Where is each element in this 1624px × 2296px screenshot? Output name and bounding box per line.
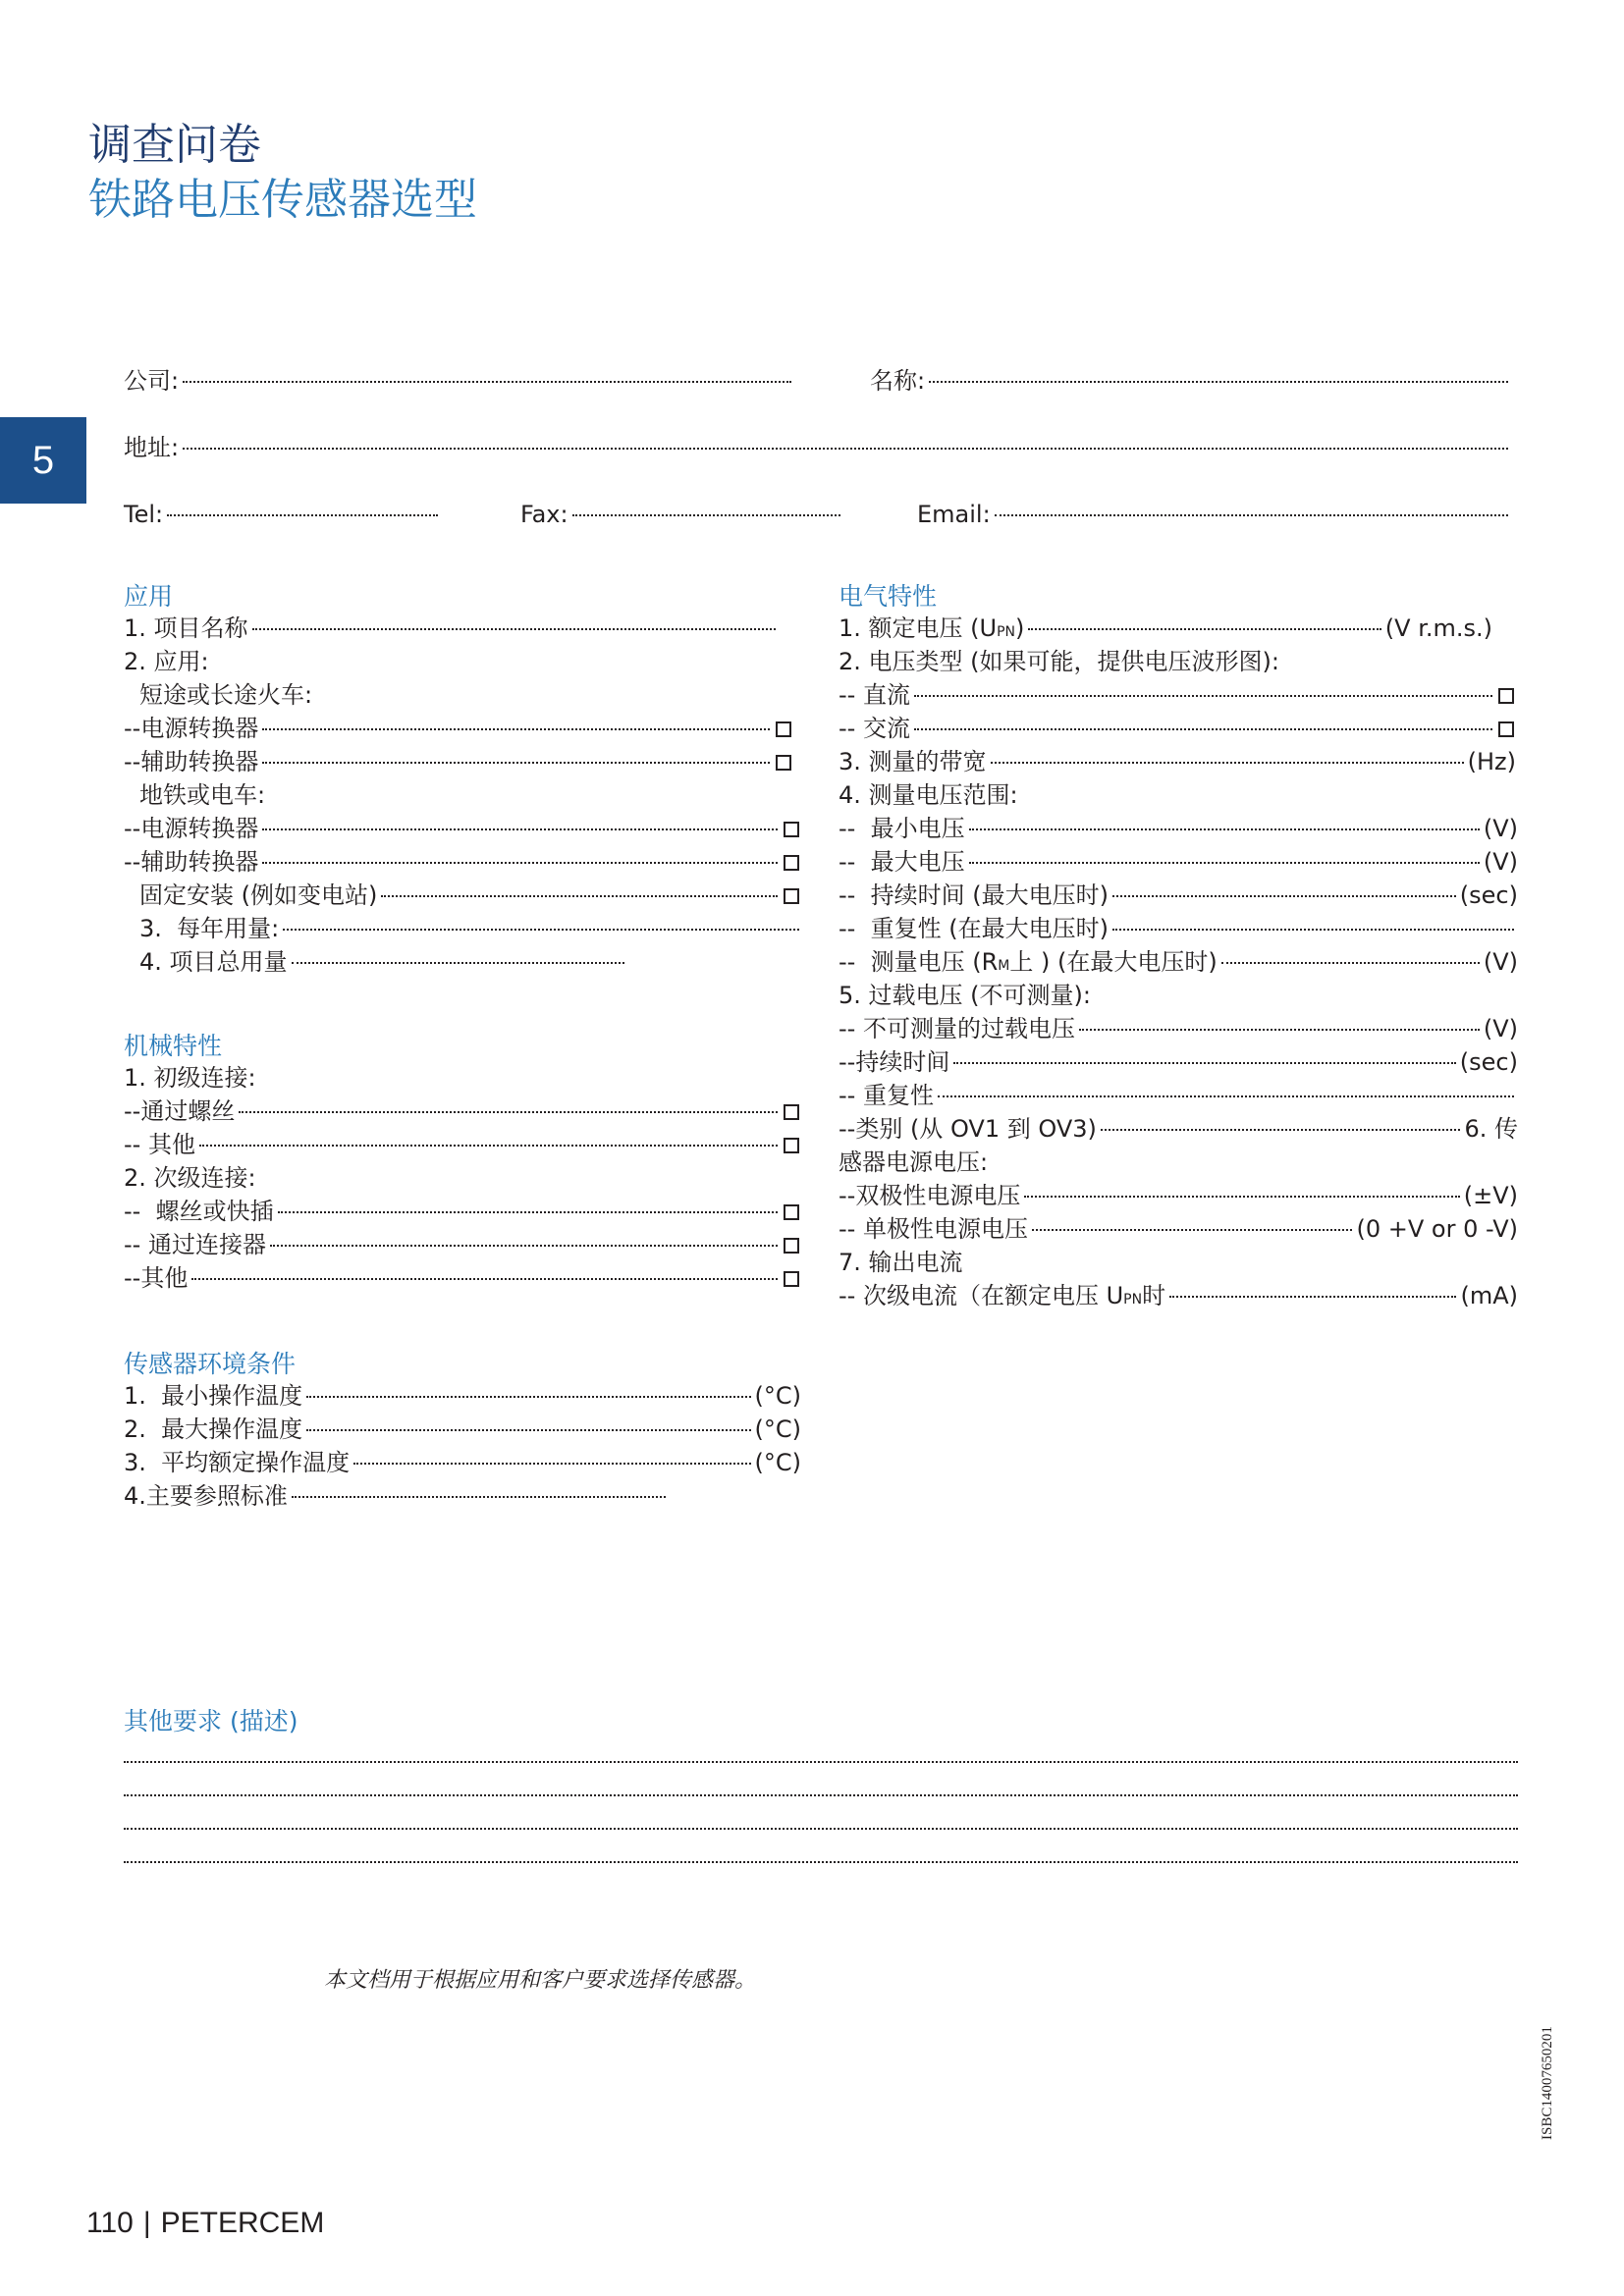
page-number: 110: [86, 2207, 134, 2239]
duration-field[interactable]: -- 持续时间 (最大电压时) (sec): [839, 881, 1518, 909]
checkbox[interactable]: [776, 721, 791, 737]
output-label: 7. 输出电流: [839, 1249, 963, 1276]
title-line2: 铁路电压传感器选型: [88, 175, 477, 225]
overload-repeat-field[interactable]: -- 重复性: [839, 1080, 1518, 1111]
checkbox[interactable]: [784, 1271, 799, 1287]
footnote: 本文档用于根据应用和客户要求选择传感器。: [324, 1968, 757, 1993]
checkbox[interactable]: [784, 1238, 799, 1254]
range-label: 4. 测量电压范围:: [839, 781, 1018, 809]
chapter-tab: 5: [0, 417, 86, 504]
unipolar-field[interactable]: -- 单极性电源电压 (0 +V or 0 -V): [839, 1215, 1518, 1243]
other-requirements-heading: 其他要求 (描述): [124, 1707, 298, 1735]
tel-field[interactable]: [124, 499, 442, 530]
footer-separator: |: [142, 2207, 151, 2239]
category-field[interactable]: --类别 (从 OV1 到 OV3) 6. 传: [839, 1115, 1518, 1143]
overload-label: 5. 过载电压 (不可测量):: [839, 982, 1091, 1009]
secondary-current-field[interactable]: -- 次级电流（在额定电压 U PN 时 (mA): [839, 1282, 1518, 1309]
supply-label: 感器电源电压:: [839, 1148, 989, 1176]
fax-label: Fax:: [520, 501, 568, 528]
tel-label: Tel:: [124, 501, 164, 528]
primary-label: 1. 初级连接:: [124, 1064, 256, 1092]
project-name-field[interactable]: 1. 项目名称: [124, 613, 780, 644]
annual-qty-field[interactable]: 3. 每年用量:: [139, 913, 803, 944]
train-power-option[interactable]: --电源转换器: [124, 713, 791, 744]
max-voltage-field[interactable]: -- 最大电压 (V): [839, 848, 1518, 876]
bandwidth-field[interactable]: 3. 测量的带宽 (Hz): [839, 748, 1516, 775]
checkbox[interactable]: [1498, 688, 1514, 704]
address-field[interactable]: [124, 432, 1512, 463]
description-line[interactable]: [124, 1826, 1518, 1830]
document-id: ISBC14007650201: [1540, 2026, 1555, 2140]
dc-option[interactable]: -- 直流: [839, 679, 1514, 711]
rated-voltage-field[interactable]: 1. 额定电压 (U PN ) (V r.m.s.): [839, 614, 1492, 642]
secondary-label: 2. 次级连接:: [124, 1164, 256, 1192]
metro-aux-option[interactable]: --辅助转换器: [124, 846, 799, 878]
application-label: 2. 应用:: [124, 648, 209, 675]
avg-temp-field[interactable]: 3. 平均额定操作温度 (°C): [124, 1449, 801, 1476]
company-field[interactable]: [124, 365, 795, 397]
screw-option[interactable]: --通过螺丝: [124, 1095, 799, 1127]
name-label: 名称:: [870, 367, 926, 395]
environment-heading: 传感器环境条件: [124, 1350, 297, 1378]
connector-option[interactable]: -- 通过连接器: [124, 1229, 799, 1260]
voltage-type-label: 2. 电压类型 (如果可能，提供电压波形图):: [839, 648, 1279, 675]
checkbox[interactable]: [784, 888, 799, 904]
description-line[interactable]: [124, 1759, 1518, 1763]
checkbox[interactable]: [784, 1138, 799, 1153]
ac-option[interactable]: -- 交流: [839, 713, 1514, 744]
title-line1: 调查问卷: [88, 120, 261, 170]
repeat-field[interactable]: -- 重复性 (在最大电压时): [839, 913, 1518, 944]
train-label: 短途或长途火车:: [139, 681, 313, 709]
email-field[interactable]: [917, 499, 1512, 530]
page-footer: [86, 2207, 324, 2240]
overload-duration-field[interactable]: --持续时间 (sec): [839, 1048, 1518, 1076]
company-label: 公司:: [124, 367, 180, 395]
min-temp-field[interactable]: 1. 最小操作温度 (°C): [124, 1382, 801, 1410]
brand-name: PETERCEM: [160, 2207, 325, 2239]
other1-option[interactable]: -- 其他: [124, 1129, 799, 1160]
standard-field[interactable]: 4.主要参照标准: [124, 1480, 670, 1512]
checkbox[interactable]: [784, 822, 799, 837]
email-label: Email:: [917, 501, 991, 528]
metro-power-option[interactable]: --电源转换器: [124, 813, 799, 844]
description-line[interactable]: [124, 1859, 1518, 1863]
other2-option[interactable]: --其他: [124, 1262, 799, 1294]
mechanical-heading: 机械特性: [124, 1032, 223, 1060]
measured-voltage-field[interactable]: -- 测量电压 (R M 上 ) (在最大电压时) (V): [839, 948, 1518, 976]
fax-field[interactable]: [520, 499, 844, 530]
train-aux-option[interactable]: --辅助转换器: [124, 746, 791, 777]
application-heading: 应用: [124, 582, 174, 611]
checkbox[interactable]: [784, 855, 799, 871]
metro-label: 地铁或电车:: [139, 781, 266, 809]
screw-fast-option[interactable]: -- 螺丝或快插: [124, 1196, 799, 1227]
non-measurable-field[interactable]: -- 不可测量的过载电压 (V): [839, 1015, 1518, 1042]
checkbox[interactable]: [776, 755, 791, 771]
address-label: 地址:: [124, 434, 180, 461]
total-qty-field[interactable]: 4. 项目总用量: [139, 946, 628, 978]
name-field[interactable]: [870, 365, 1512, 397]
checkbox[interactable]: [1498, 721, 1514, 737]
checkbox[interactable]: [784, 1104, 799, 1120]
bipolar-field[interactable]: --双极性电源电压 (±V): [839, 1182, 1518, 1209]
max-temp-field[interactable]: 2. 最大操作温度 (°C): [124, 1415, 801, 1443]
fixed-install-option[interactable]: 固定安装 (例如变电站): [139, 880, 799, 911]
electrical-heading: 电气特性: [839, 582, 938, 611]
description-line[interactable]: [124, 1792, 1518, 1796]
checkbox[interactable]: [784, 1204, 799, 1220]
min-voltage-field[interactable]: -- 最小电压 (V): [839, 815, 1518, 842]
